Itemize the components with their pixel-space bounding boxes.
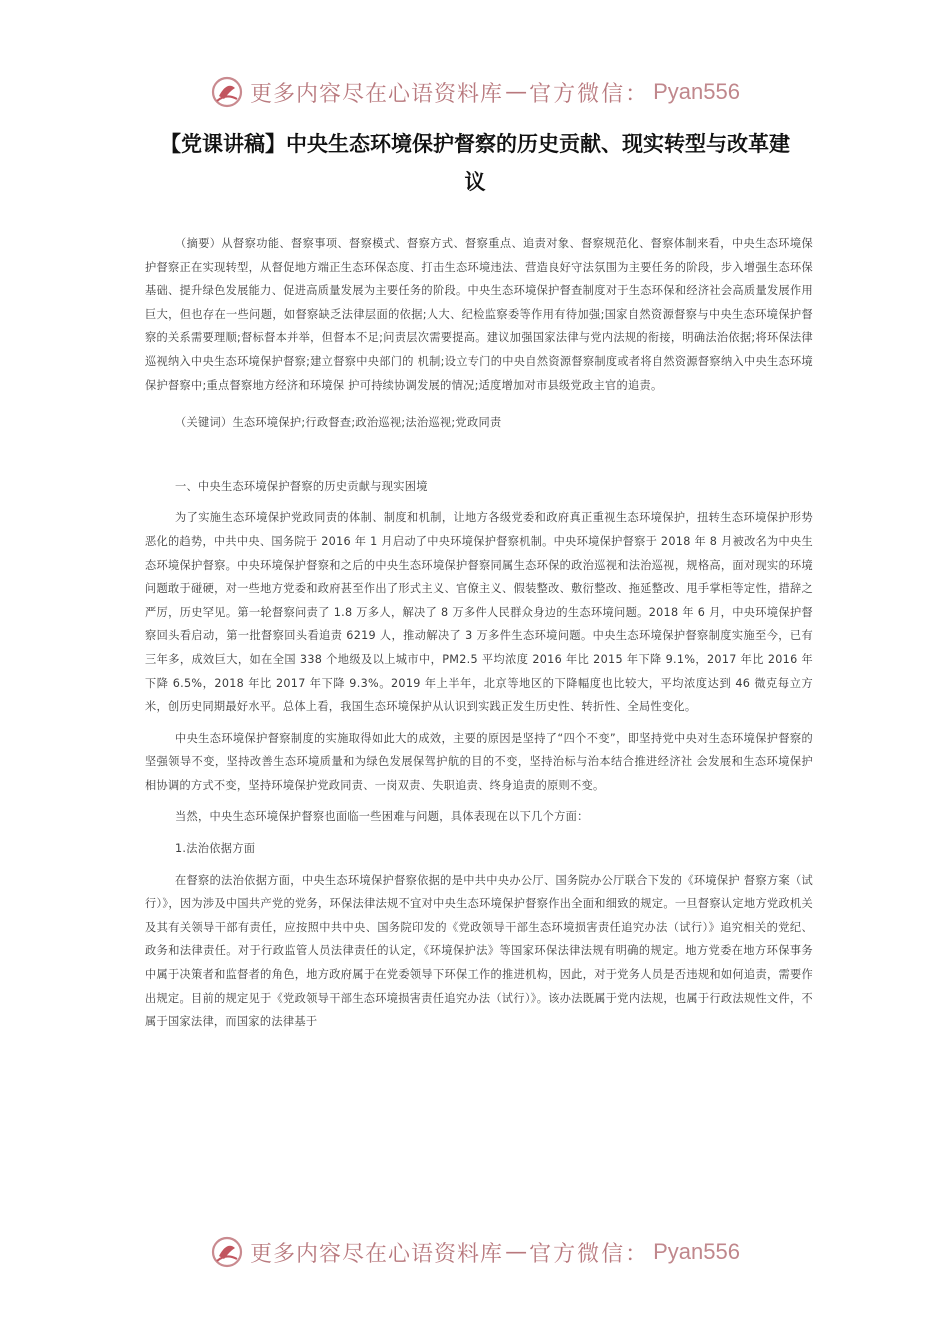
banner-slogan: 更多内容尽在心语资料库 — [250, 1241, 504, 1267]
body-paragraph: 当然，中央生态环境保护督察也面临一些困难与问题，具体表现在以下几个方面： — [175, 810, 589, 824]
abstract-paragraph: （摘要）从督察功能、督察事项、督察模式、督察方式、督察重点、追责对象、督察规范化、督察体制来看，中央生态环境保护督察正在实现转型，从督促地方端正生态环保态度、打击生态环境违法、营造良好守法氛围为主要任务的阶段，步入增强生态环保基础、提升绿色发展能力、促进高质量发展为主要任务的阶段。中央生态环境保护督查制度对于生态环保和经济社会高质量发展作用巨大，但也存在一些问题，如督察缺乏法律层面的依据;人大、纪检监察委等作用有待加强;国家自然资源督察与中央生态环境保护督察的关系需要理顺;督标督本并举，但督本不足;问责层次需要提高。建议加强国家法律与党内法规的衔接，明确法治依据;将环保法律巡视纳入中央生态环境保护督察;建立督察中央部门的 机制;设立专门的中央自然资源督察制度或者将自然资源督察纳入中央生态环境保护督察中;重点督察地方经济和环境保 护可持续协调发展的情况;适度增加对市县级党政主官的追责。 — [145, 237, 813, 392]
header-banner — [0, 72, 950, 112]
banner-slogan: 更多内容尽在心语资料库 — [250, 81, 504, 107]
body-paragraph: 在督察的法治依据方面，中央生态环境保护督察依据的是中共中央办公厅、国务院办公厅联合下发的《环境保护 督察方案（试行）》，因为涉及中国共产党的党务，环保法律法规不宜对中央生态环境保护督察作出全面和细致的规定。一旦督察认定地方党政机关及其有关领导干部有责任，应按照中共中央、国务院印发的《党政领导干部生态环境损害责任追究办法（试行）》追究相关的党纪、政务和法律责任。对于行政监管人员法律责任的认定，《环境保护法》等国家环保法律法规有明确的规定。地方党委在地方环保事务中属于决策者和监督者的角色，地方政府属于在党委领导下环保工作的推进机构，因此，对于党务人员是否违规和如何追责，需要作出规定。目前的规定见于《党政领导干部生态环境损害责任追究办法（试行）》。该办法既属于党内法规，也属于行政法规性文件，不属于国家法律，而国家的法律基于 — [145, 873, 813, 1029]
section-heading: 一、中央生态环境保护督察的历史贡献与现实困境 — [175, 479, 428, 493]
banner-wechat-id: Pyan556 — [653, 1239, 740, 1264]
banner-separator: — — [505, 79, 528, 105]
keywords-paragraph: （关键词）生态环境保护;行政督查;政治巡视;法治巡视;党政同责 — [175, 416, 502, 430]
banner-wechat-label: 官方微信： — [529, 1241, 650, 1267]
subsection-heading: 1.法治依据方面 — [175, 842, 256, 856]
banner-separator: — — [505, 1239, 528, 1265]
footer-banner — [0, 1232, 950, 1272]
brand-logo-icon — [210, 1235, 244, 1269]
body-paragraph: 为了实施生态环境保护党政同责的体制、制度和机制，让地方各级党委和政府真正重视生态环境保护，扭转生态环境保护形势恶化的趋势，中共中央、国务院于 2016 年 1 月启动了中央环境保护督察机制。中央环境保护督察于 2018 年 8 月被改名为中央生态环境保护督察。中央环境保护督察和之后的中央生态环境保护督察同属生态环保的政治巡视和法治巡视，规格高，面对现实的环境问题敢于碰硬，对一些地方党委和政府甚至作出了形式主义、官僚主义、假装整改、敷衍整改、拖延整改、甩手掌柜等定性，措辞之严厉，历史罕见。第一轮督察问责了 1.8 万多人，解决了 8 万多件人民群众身边的生态环境问题。2018 年 6 月，中央环境保护督察回头看启动，第一批督察回头看追责 6219 人，推动解决了 3 万多件生态环境问题。中央生态环境保护督察制度实施至今，已有三年多，成效巨大，如在全国 338 个地级及以上城市中，PM2.5 平均浓度 2016 年比 2015 年下降 9.1%，2017 年比 2016 年下降 6.5%，2018 年比 2017 年下降 9.3%。2019 年上半年，北京等地区的下降幅度也比较大，平均浓度达到 46 微克每立方米，创历史同期最好水平。总体上看，我国生态环境保护从认识到实践正发生历史性、转折性、全局性变化。 — [145, 511, 813, 714]
banner-wechat-id: Pyan556 — [653, 79, 740, 104]
document-title: 【党课讲稿】中央生态环境保护督察的历史贡献、现实转型与改革建议 — [160, 132, 790, 194]
brand-logo-icon — [210, 75, 244, 109]
banner-wechat-label: 官方微信： — [529, 81, 650, 107]
body-paragraph: 中央生态环境保护督察制度的实施取得如此大的成效，主要的原因是坚持了“四个不变”，即坚持党中央对生态环境保护督察的坚强领导不变，坚持改善生态环境质量和为绿色发展保驾护航的目的不变，坚持治标与治本结合推进经济社 会发展和生态环境保护相协调的方式不变，坚持环境保护党政同责、一岗双责、失职追责、终身追责的原则不变。 — [145, 731, 813, 792]
document-body — [145, 232, 813, 1034]
